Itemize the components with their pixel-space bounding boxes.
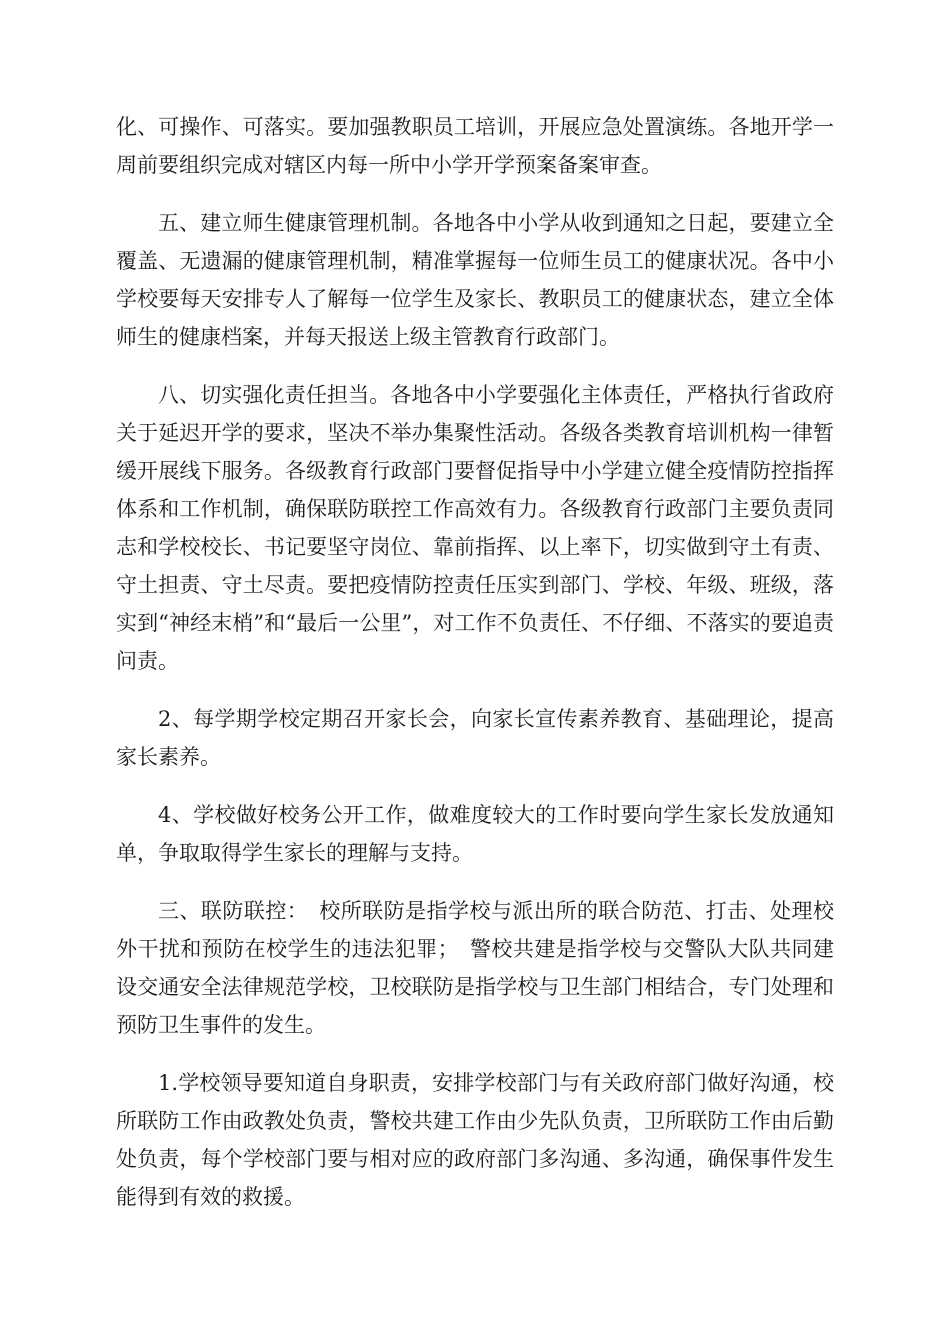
paragraph-responsibility: 八、切实强化责任担当。各地各中小学要强化主体责任，严格执行省政府关于延迟开学的要求，坚决不举办集聚性活动。各级各类教育培训机构一律暂缓开展线下服务。各级教育行政部门要督促指导中小学建立健全疫情防控指挥体系和工作机制，确保联防联控工作高效有力。各级教育行政部门主要负责同志和学校校长、书记要坚守岗位、靠前指挥、以上率下，切实做到守土有责、守土担责、守土尽责。要把疫情防控责任压实到部门、学校、年级、班级，落实到“神经末梢”和“最后一公里”，对工作不负责任、不仔细、不落实的要追责问责。	[116, 383, 834, 673]
document-page	[116, 108, 834, 1236]
paragraph-health-management: 五、建立师生健康管理机制。各地各中小学从收到通知之日起，要建立全覆盖、无遗漏的健康管理机制，精准掌握每一位师生员工的健康状况。各中小学校要每天安排专人了解每一位学生及家长、教职员工的健康状态，建立全体师生的健康档案，并每天报送上级主管教育行政部门。	[116, 211, 834, 349]
paragraph-joint-defense: 三、联防联控： 校所联防是指学校与派出所的联合防范、打击、处理校外干扰和预防在校学生的违法犯罪； 警校共建是指学校与交警队大队共同建设交通安全法律规范学校，卫校联防是指学校与卫生部门相结合，专门处理和预防卫生事件的发生。	[116, 899, 834, 1037]
paragraph-leadership-duties: 1.学校领导要知道自身职责，安排学校部门与有关政府部门做好沟通，校所联防工作由政教处负责，警校共建工作由少先队负责，卫所联防工作由后勤处负责，每个学校部门要与相对应的政府部门多沟通、多沟通，确保事件发生能得到有效的救援。	[116, 1071, 834, 1209]
paragraph-school-affairs: 4、学校做好校务公开工作，做难度较大的工作时要向学生家长发放通知单，争取取得学生家长的理解与支持。	[116, 803, 834, 865]
paragraph-continuation: 化、可操作、可落实。要加强教职员工培训，开展应急处置演练。各地开学一周前要组织完成对辖区内每一所中小学开学预案备案审查。	[116, 115, 834, 177]
paragraph-parent-meeting: 2、每学期学校定期召开家长会，向家长宣传素养教育、基础理论，提高家长素养。	[116, 707, 834, 769]
